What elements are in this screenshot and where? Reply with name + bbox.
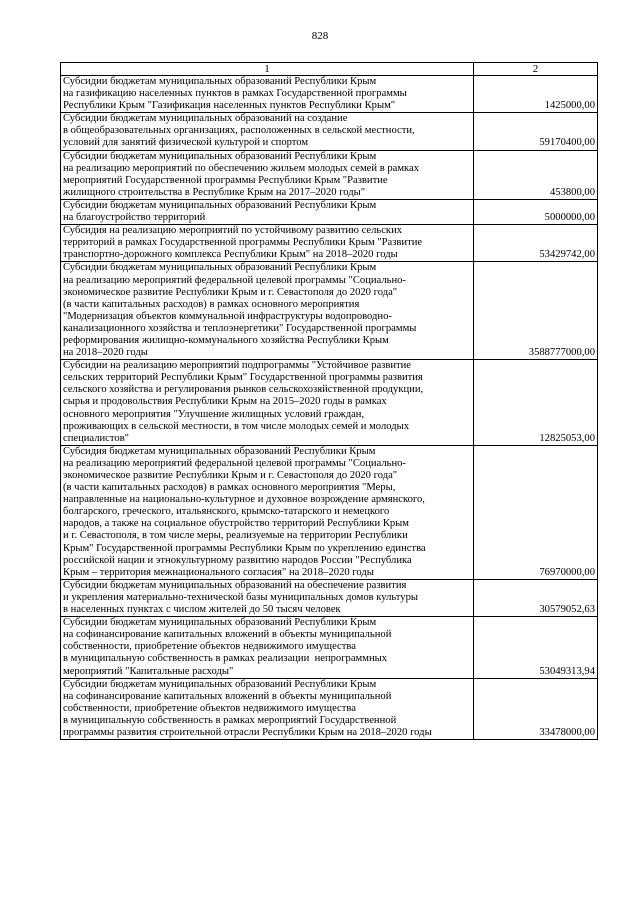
row-description: Субсидии бюджетам муниципальных образований Республики Крым на софинансирование капитальных вложений в объекты муниципальной собственности, приобретение объектов недвижимого имущества в муниципальную собственность в рамках мероприятий Государственной программы развития строительной отрасли Республики Крым на 2018–2020 годы <box>61 678 474 739</box>
row-description: Субсидии бюджетам муниципальных образований Республики Крым на софинансирование капитальных вложений в объекты муниципальной собственности, приобретение объектов недвижимого имущества в муниципальную собственность в рамках реализации непрограммных мероприятий "Капитальные расходы" <box>61 617 474 678</box>
column-header-2: 2 <box>474 63 598 76</box>
row-amount: 453800,00 <box>474 150 598 199</box>
table-body <box>61 76 598 740</box>
row-description: Субсидии бюджетам муниципальных образований на обеспечение развития и укрепления материально-технической базы муниципальных домов культуры в населенных пунктах с числом жителей до 50 тысяч человек <box>61 579 474 616</box>
row-amount: 53429742,00 <box>474 225 598 262</box>
table-row <box>61 113 598 150</box>
row-description: Субсидии бюджетам муниципальных образований Республики Крым на газификацию населенных пунктов в рамках Государственной программы Республики Крым "Газификация населенных пунктов Республики Крым" <box>61 76 474 113</box>
row-description: Субсидия бюджетам муниципальных образований Республики Крым на реализацию мероприятий федеральной целевой программы "Социально- экономическое развитие Республики Крым и г. Севастополя до 2020 года" (в части капитальных расходов) в рамках основного мероприятия "Меры, направленные на национально-культурное и духовное возрождение армянского, болгарского, греческого, итальянского, крымско-татарского и немецкого народов, а также на социальное обустройство территорий Республики Крым и г. Севастополя, в том числе меры, реализуемые на территории Республики Крым" Государственной программы Республики Крым по укреплению единства российской нации и этнокультурному развитию народов России "Республика Крым – территория межнационального согласия" на 2018–2020 годы <box>61 445 474 579</box>
row-amount: 30579052,63 <box>474 579 598 616</box>
table-row <box>61 199 598 224</box>
table-row <box>61 445 598 579</box>
subsidies-table <box>60 62 598 740</box>
row-description: Субсидии на реализацию мероприятий подпрограммы "Устойчивое развитие сельских территорий Республики Крым" Государственной программы развития сельского хозяйства и регулирования рынков сельскохозяйственной продукции, сырья и продовольствия Республики Крым на 2015–2020 годы в рамках основного мероприятия "Улучшение жилищных условий граждан, проживающих в сельской местности, в том числе молодых семей и молодых специалистов" <box>61 360 474 446</box>
table-header-row <box>61 63 598 76</box>
row-amount: 1425000,00 <box>474 76 598 113</box>
row-amount: 53049313,94 <box>474 617 598 678</box>
row-description: Субсидии бюджетам муниципальных образований Республики Крым на реализацию мероприятий по обеспечению жильем молодых семей в рамках мероприятий Государственной программы Республики Крым "Развитие жилищного строительства в Республике Крым на 2017–2020 годы" <box>61 150 474 199</box>
row-amount: 12825053,00 <box>474 360 598 446</box>
row-amount: 59170400,00 <box>474 113 598 150</box>
row-amount: 3588777000,00 <box>474 262 598 360</box>
row-description: Субсидия на реализацию мероприятий по устойчивому развитию сельских территорий в рамках Государственной программы Республики Крым "Развитие транспортно-дорожного комплекса Республики Крым" на 2018–2020 годы <box>61 225 474 262</box>
column-header-1: 1 <box>61 63 474 76</box>
table-row <box>61 678 598 739</box>
table-row <box>61 360 598 446</box>
row-amount: 76970000,00 <box>474 445 598 579</box>
row-description: Субсидии бюджетам муниципальных образований Республики Крым на благоустройство территорий <box>61 199 474 224</box>
table-row <box>61 76 598 113</box>
row-description: Субсидии бюджетам муниципальных образований на создание в общеобразовательных организациях, расположенных в сельской местности, условий для занятий физической культурой и спортом <box>61 113 474 150</box>
row-amount: 5000000,00 <box>474 199 598 224</box>
row-description: Субсидии бюджетам муниципальных образований Республики Крым на реализацию мероприятий федеральной целевой программы "Социально- экономическое развитие Республики Крым и г. Севастополя до 2020 года" (в части капитальных расходов) в рамках основного мероприятия "Модернизация объектов коммунальной инфраструктуры водопроводно- канализационного хозяйства и теплоэнергетики" Государственной программы реформирования жилищно-коммунального хозяйства Республики Крым на 2018–2020 годы <box>61 262 474 360</box>
table-row <box>61 225 598 262</box>
table-row <box>61 579 598 616</box>
table-row <box>61 150 598 199</box>
table-row <box>61 262 598 360</box>
table-row <box>61 617 598 678</box>
row-amount: 33478000,00 <box>474 678 598 739</box>
page-number: 828 <box>311 30 329 42</box>
table-header <box>61 63 598 76</box>
